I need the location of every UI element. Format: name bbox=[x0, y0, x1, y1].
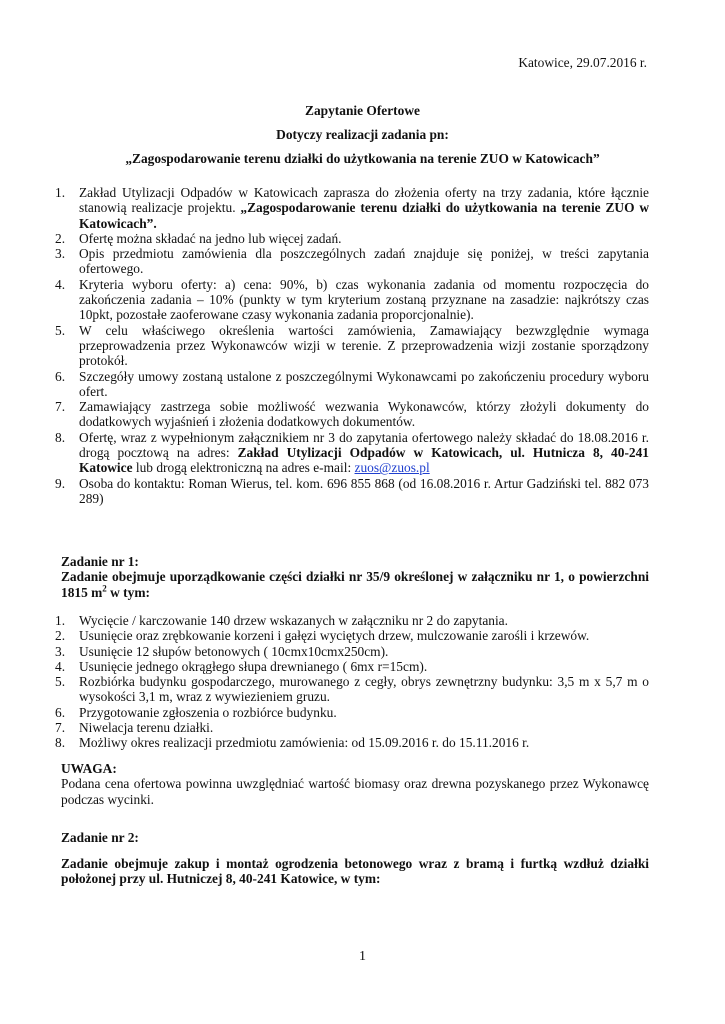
list-item-text: Usunięcie 12 słupów betonowych ( 10cmx10cmx250cm). bbox=[79, 643, 389, 659]
list-item-number: 6. bbox=[55, 368, 66, 384]
list-item-number: 3. bbox=[55, 643, 66, 659]
list-item-number: 2. bbox=[55, 628, 66, 644]
project-name: „Zagospodarowanie terenu działki do użytkowania na terenie ZUO w Katowicach” bbox=[125, 151, 600, 166]
list-item-text: Kryteria wyboru oferty: a) cena: 90%, b) czas wykonania zadania od momentu rozpoczęcia do zakończenia zadania – 10% (punkty w tym kryterium zostaną przyznane na zasadzie: najkrótszy czas 10pkt, pozostałe zaoferowane czasy wykonania zadania proporcjonalnie). bbox=[79, 276, 649, 323]
list-item bbox=[55, 720, 649, 735]
list-item-number: 6. bbox=[55, 704, 66, 720]
list-item-text: W celu właściwego określenia wartości zamówienia, Zamawiający bezwzględnie wymaga przeprowadzenia przez Wykonawców wizji w terenie. Z przeprowadzenia wizji zostanie sporządzony protokół. bbox=[79, 322, 649, 369]
project-name-inline: „Zagospodarowanie terenu działki do użytkowania na terenie ZUO w Katowicach”. bbox=[79, 200, 650, 231]
list-item bbox=[55, 705, 649, 720]
list-item-text: Przygotowanie zgłoszenia o rozbiórce budynku. bbox=[79, 704, 337, 720]
list-item bbox=[55, 644, 649, 659]
list-item-number: 5. bbox=[55, 322, 66, 338]
list-item bbox=[55, 369, 649, 400]
task1-note bbox=[61, 761, 649, 807]
note-title: UWAGA: bbox=[61, 761, 117, 776]
list-item bbox=[55, 735, 649, 750]
list-item-text: Szczegóły umowy zostaną ustalone z poszczególnymi Wykonawcami po zakończeniu procedury wyboru ofert. bbox=[79, 368, 649, 399]
task1-title: Zadanie nr 1: bbox=[61, 554, 139, 569]
list-item-text: Niwelacja terenu działki. bbox=[79, 720, 214, 736]
list-item bbox=[55, 399, 649, 430]
main-list bbox=[55, 185, 649, 506]
list-item-number: 5. bbox=[55, 674, 66, 690]
task1-list bbox=[55, 613, 649, 751]
list-item-number: 3. bbox=[55, 246, 66, 262]
list-item-number: 8. bbox=[55, 735, 66, 751]
list-item-text: Osoba do kontaktu: Roman Wierus, tel. kom. 696 855 868 (od 16.08.2016 r. Artur Gadziński tel. 882 073 289) bbox=[79, 475, 649, 506]
list-item bbox=[55, 430, 649, 476]
page-number: 1 bbox=[359, 949, 366, 964]
list-item-number: 1. bbox=[55, 613, 66, 628]
list-item-text: Usunięcie jednego okrągłego słupa drewnianego ( 6mx r=15cm). bbox=[79, 658, 428, 674]
document-date: Katowice, 29.07.2016 r. bbox=[518, 55, 647, 70]
list-item-text: Usunięcie oraz zrębkowanie korzeni i gałęzi wyciętych drzew, mulczowanie zarośli i krzewów. bbox=[79, 628, 590, 644]
list-item-number: 7. bbox=[55, 720, 66, 736]
task1-description: Zadanie obejmuje uporządkowanie części działki nr 35/9 określonej w załączniku nr 1, o powierzchni 1815 $m^2$ w tym: bbox=[61, 569, 649, 600]
document-subtitle: Dotyczy realizacji zadania pn: bbox=[276, 127, 449, 142]
list-item-number: 7. bbox=[55, 399, 66, 415]
list-item-number: 4. bbox=[55, 276, 66, 292]
list-item-text: Ofertę można składać na jedno lub więcej zadań. bbox=[79, 230, 342, 246]
task1-header bbox=[61, 554, 649, 600]
email-link[interactable]: zuos@zuos.pl bbox=[354, 460, 430, 476]
list-item-text: Zamawiający zastrzega sobie możliwość wezwania Wykonawców, którzy złożyli dokumenty do dodatkowych wyjaśnień i złożenia dodatkowych dokumentów. bbox=[79, 399, 649, 430]
list-item bbox=[55, 628, 649, 643]
list-item-text: Zakład Utylizacji Odpadów w Katowicach zaprasza do złożenia oferty na trzy zadania, które łącznie stanowią realizacje projektu. bbox=[79, 185, 649, 216]
list-item bbox=[55, 659, 649, 674]
list-item-number: 4. bbox=[55, 658, 66, 674]
list-item bbox=[55, 613, 649, 628]
list-item bbox=[55, 476, 649, 507]
address: Zakład Utylizacji Odpadów w Katowicach, ul. Hutnicza 8, 40-241 Katowice bbox=[79, 445, 649, 476]
list-item-text: Ofertę, wraz z wypełnionym załącznikiem nr 3 do zapytania ofertowego należy składać do 18.08.2016 r. drogą pocztową na adres: bbox=[79, 429, 649, 461]
list-item-text: Możliwy okres realizacji przedmiotu zamówienia: od 15.09.2016 r. do 15.11.2016 r. bbox=[79, 735, 530, 751]
list-item-text: Opis przedmiotu zamówienia dla poszczególnych zadań znajduje się poniżej, w treści zapytania ofertowego. bbox=[79, 246, 649, 277]
list-item-text: Wycięcie / karczowanie 140 drzew wskazanych w załączniku nr 2 do zapytania. bbox=[79, 613, 508, 628]
list-item-number: 1. bbox=[55, 185, 66, 200]
document-title: Zapytanie Ofertowe bbox=[305, 103, 420, 118]
list-item bbox=[55, 323, 649, 369]
task2-title: Zadanie nr 2: bbox=[61, 830, 139, 845]
list-item bbox=[55, 246, 649, 277]
list-item bbox=[55, 674, 649, 705]
task2-description: Zadanie obejmuje zakup i montaż ogrodzenia betonowego wraz z bramą i furtką wzdłuż działki położonej przy ul. Hutniczej 8, 40-241 Katowice, w tym: bbox=[61, 856, 649, 887]
note-text: Podana cena ofertowa powinna uwzględniać wartość biomasy oraz drewna pozyskanego przez Wykonawcę podczas wycinki. bbox=[61, 776, 649, 807]
list-item-number: 2. bbox=[55, 230, 66, 246]
list-item-text: lub drogą elektroniczną na adres e-mail: bbox=[132, 460, 355, 476]
list-item bbox=[55, 185, 649, 231]
list-item-number: 9. bbox=[55, 475, 66, 491]
list-item-number: 8. bbox=[55, 429, 66, 445]
list-item bbox=[55, 231, 649, 246]
list-item-text: Rozbiórka budynku gospodarczego, murowanego z cegły, obrys zewnętrzny budynku: 3,5 m x 5,7 m o wysokości 3,1 m, wraz z wywiezieniem gruzu. bbox=[79, 674, 649, 705]
list-item bbox=[55, 277, 649, 323]
